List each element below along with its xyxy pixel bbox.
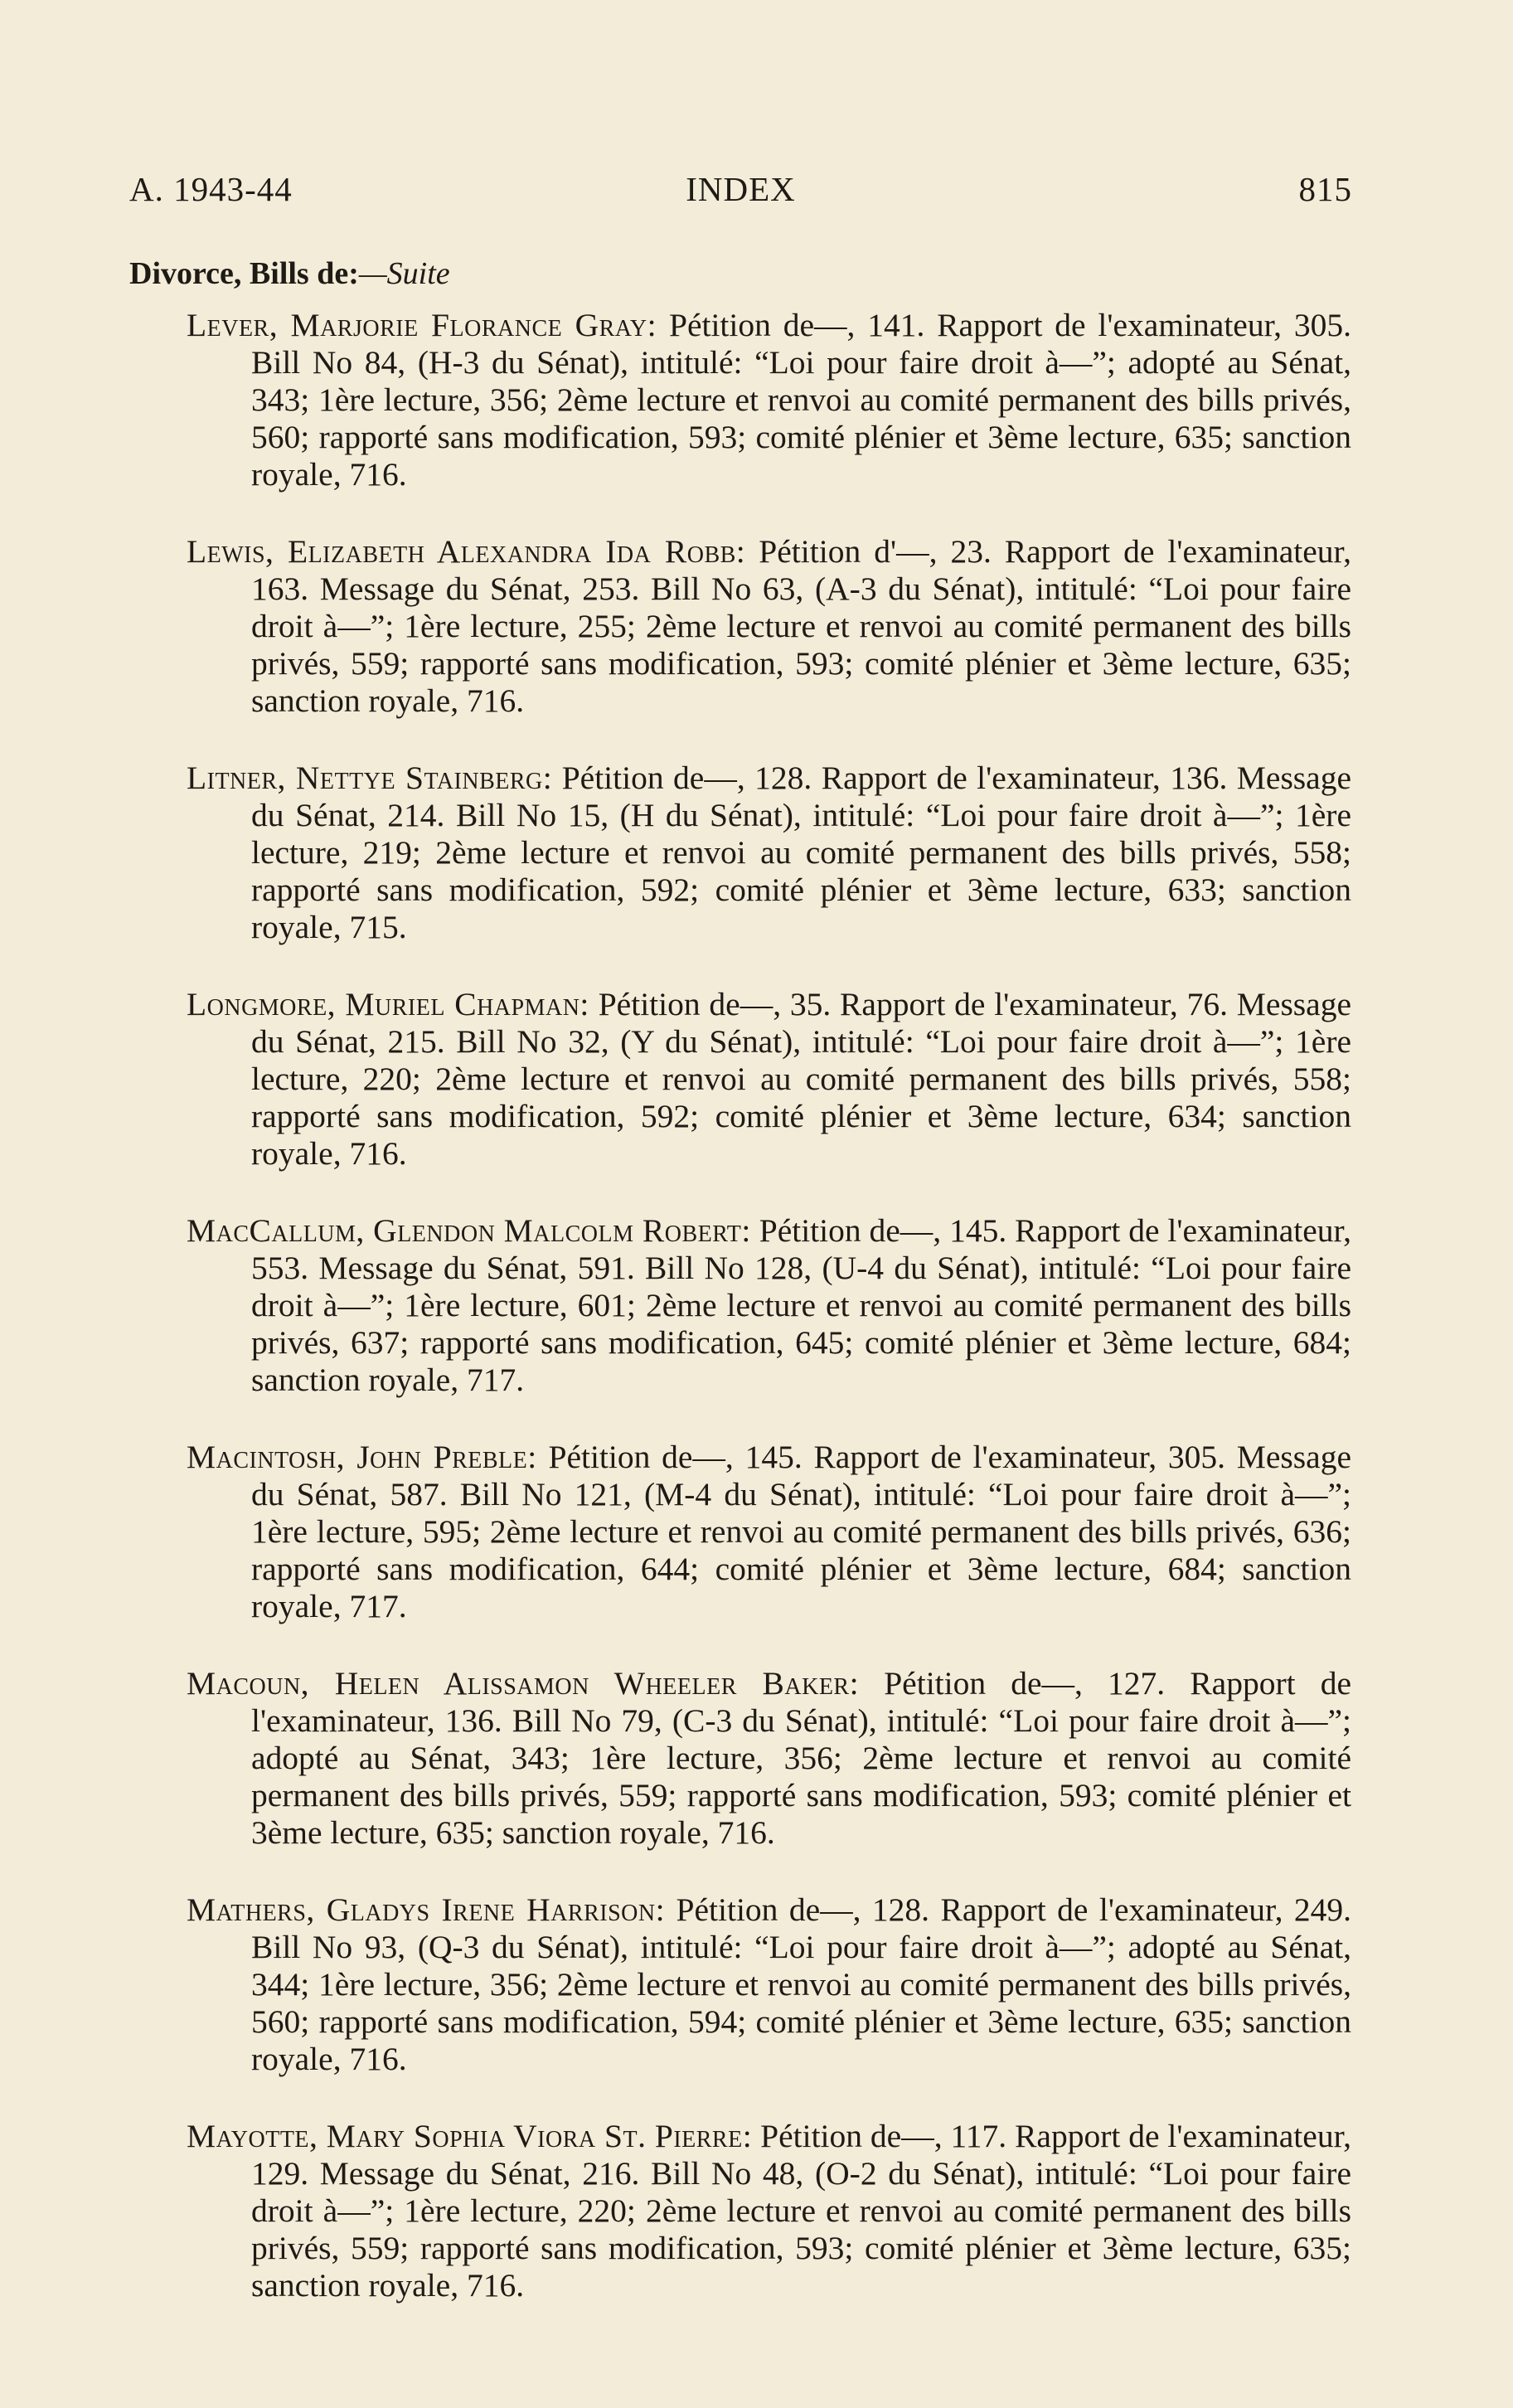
entry-name: Litner, Nettye Stainberg:	[187, 760, 553, 796]
entry-name: Longmore, Muriel Chapman:	[187, 986, 589, 1022]
index-entries	[187, 307, 1351, 2304]
entry-text: Pétition d'—, 23. Rapport de l'examinateur, 163. Message du Sénat, 253. Bill No 63, (A-3 du Sénat), intitulé: “Loi pour faire droit à—”; 1ère lecture, 255; 2ème lecture et renvoi au comité permanent des bills privés, 559; rapporté sans modification, 593; comité plénier et 3ème lecture, 635; sanction royale, 716.	[251, 533, 1351, 719]
volume-year: A. 1943-44	[129, 170, 293, 208]
entry-text: Pétition de—, 127. Rapport de l'examinateur, 136. Bill No 79, (C-3 du Sénat), intitulé: “Loi pour faire droit à—”; adopté au Sénat, 343; 1ère lecture, 356; 2ème lecture et renvoi au comité permanent des bills privés, 559; rapporté sans modification, 593; comité plénier et 3ème lecture, 635; sanction royale, 716.	[251, 1665, 1351, 1851]
index-entry	[187, 760, 1351, 946]
entry-name: Macoun, Helen Alissamon Wheeler Baker:	[187, 1665, 860, 1702]
entry-text: Pétition de—, 128. Rapport de l'examinateur, 249. Bill No 93, (Q-3 du Sénat), intitulé: “Loi pour faire droit à—”; adopté au Sénat, 344; 1ère lecture, 356; 2ème lecture et renvoi au comité permanent des bills privés, 560; rapporté sans modification, 594; comité plénier et 3ème lecture, 635; sanction royale, 716.	[251, 1891, 1352, 2077]
entry-name: Macintosh, John Preble:	[187, 1439, 537, 1475]
running-head	[129, 166, 1352, 212]
entry-text: Pétition de—, 145. Rapport de l'examinateur, 553. Message du Sénat, 591. Bill No 128, (U-4 du Sénat), intitulé: “Loi pour faire droit à—”; 1ère lecture, 601; 2ème lecture et renvoi au comité permanent des bills privés, 637; rapporté sans modification, 645; comité plénier et 3ème lecture, 684; sanction royale, 717.	[251, 1212, 1351, 1398]
page-title: INDEX	[686, 170, 796, 208]
entry-name: Lever, Marjorie Florance Gray:	[187, 307, 657, 343]
page-number: 815	[1298, 170, 1352, 208]
entry-name: Lewis, Elizabeth Alexandra Ida Robb:	[187, 533, 746, 570]
entry-name: Mathers, Gladys Irene Harrison:	[187, 1891, 666, 1928]
index-entry	[187, 1439, 1351, 1625]
index-entry	[187, 533, 1351, 720]
entry-name: Mayotte, Mary Sophia Viora St. Pierre:	[187, 2118, 753, 2154]
entry-text: Pétition de—, 117. Rapport de l'examinateur, 129. Message du Sénat, 216. Bill No 48, (O-2 du Sénat), intitulé: “Loi pour faire droit à—”; 1ère lecture, 220; 2ème lecture et renvoi au comité permanent des bills privés, 559; rapporté sans modification, 593; comité plénier et 3ème lecture, 635; sanction royale, 716.	[251, 2118, 1352, 2304]
index-entry	[187, 1891, 1351, 2078]
entry-text: Pétition de—, 128. Rapport de l'examinateur, 136. Message du Sénat, 214. Bill No 15, (H du Sénat), intitulé: “Loi pour faire droit à—”; 1ère lecture, 219; 2ème lecture et renvoi au comité permanent des bills privés, 558; rapporté sans modification, 592; comité plénier et 3ème lecture, 633; sanction royale, 715.	[251, 760, 1351, 945]
index-entry	[187, 986, 1351, 1172]
index-entry	[187, 1212, 1351, 1399]
entry-text: Pétition de—, 35. Rapport de l'examinateur, 76. Message du Sénat, 215. Bill No 32, (Y du Sénat), intitulé: “Loi pour faire droit à—”; 1ère lecture, 220; 2ème lecture et renvoi au comité permanent des bills privés, 558; rapporté sans modification, 592; comité plénier et 3ème lecture, 634; sanction royale, 716.	[251, 986, 1351, 1172]
index-entry	[187, 2118, 1351, 2304]
entry-text: Pétition de—, 145. Rapport de l'examinateur, 305. Message du Sénat, 587. Bill No 121, (M-4 du Sénat), intitulé: “Loi pour faire droit à—”; 1ère lecture, 595; 2ème lecture et renvoi au comité permanent des bills privés, 636; rapporté sans modification, 644; comité plénier et 3ème lecture, 684; sanction royale, 717.	[251, 1439, 1351, 1624]
section-title: Divorce, Bills de:	[129, 256, 359, 291]
section-heading	[129, 252, 450, 295]
entry-text: Pétition de—, 141. Rapport de l'examinateur, 305. Bill No 84, (H-3 du Sénat), intitulé: “Loi pour faire droit à—”; adopté au Sénat, 343; 1ère lecture, 356; 2ème lecture et renvoi au comité permanent des bills privés, 560; rapporté sans modification, 593; comité plénier et 3ème lecture, 635; sanction royale, 716.	[251, 307, 1351, 493]
index-entry	[187, 1665, 1351, 1852]
index-entry	[187, 307, 1351, 493]
section-suite: —Suite	[358, 256, 450, 291]
entry-name: MacCallum, Glendon Malcolm Robert:	[187, 1212, 751, 1249]
